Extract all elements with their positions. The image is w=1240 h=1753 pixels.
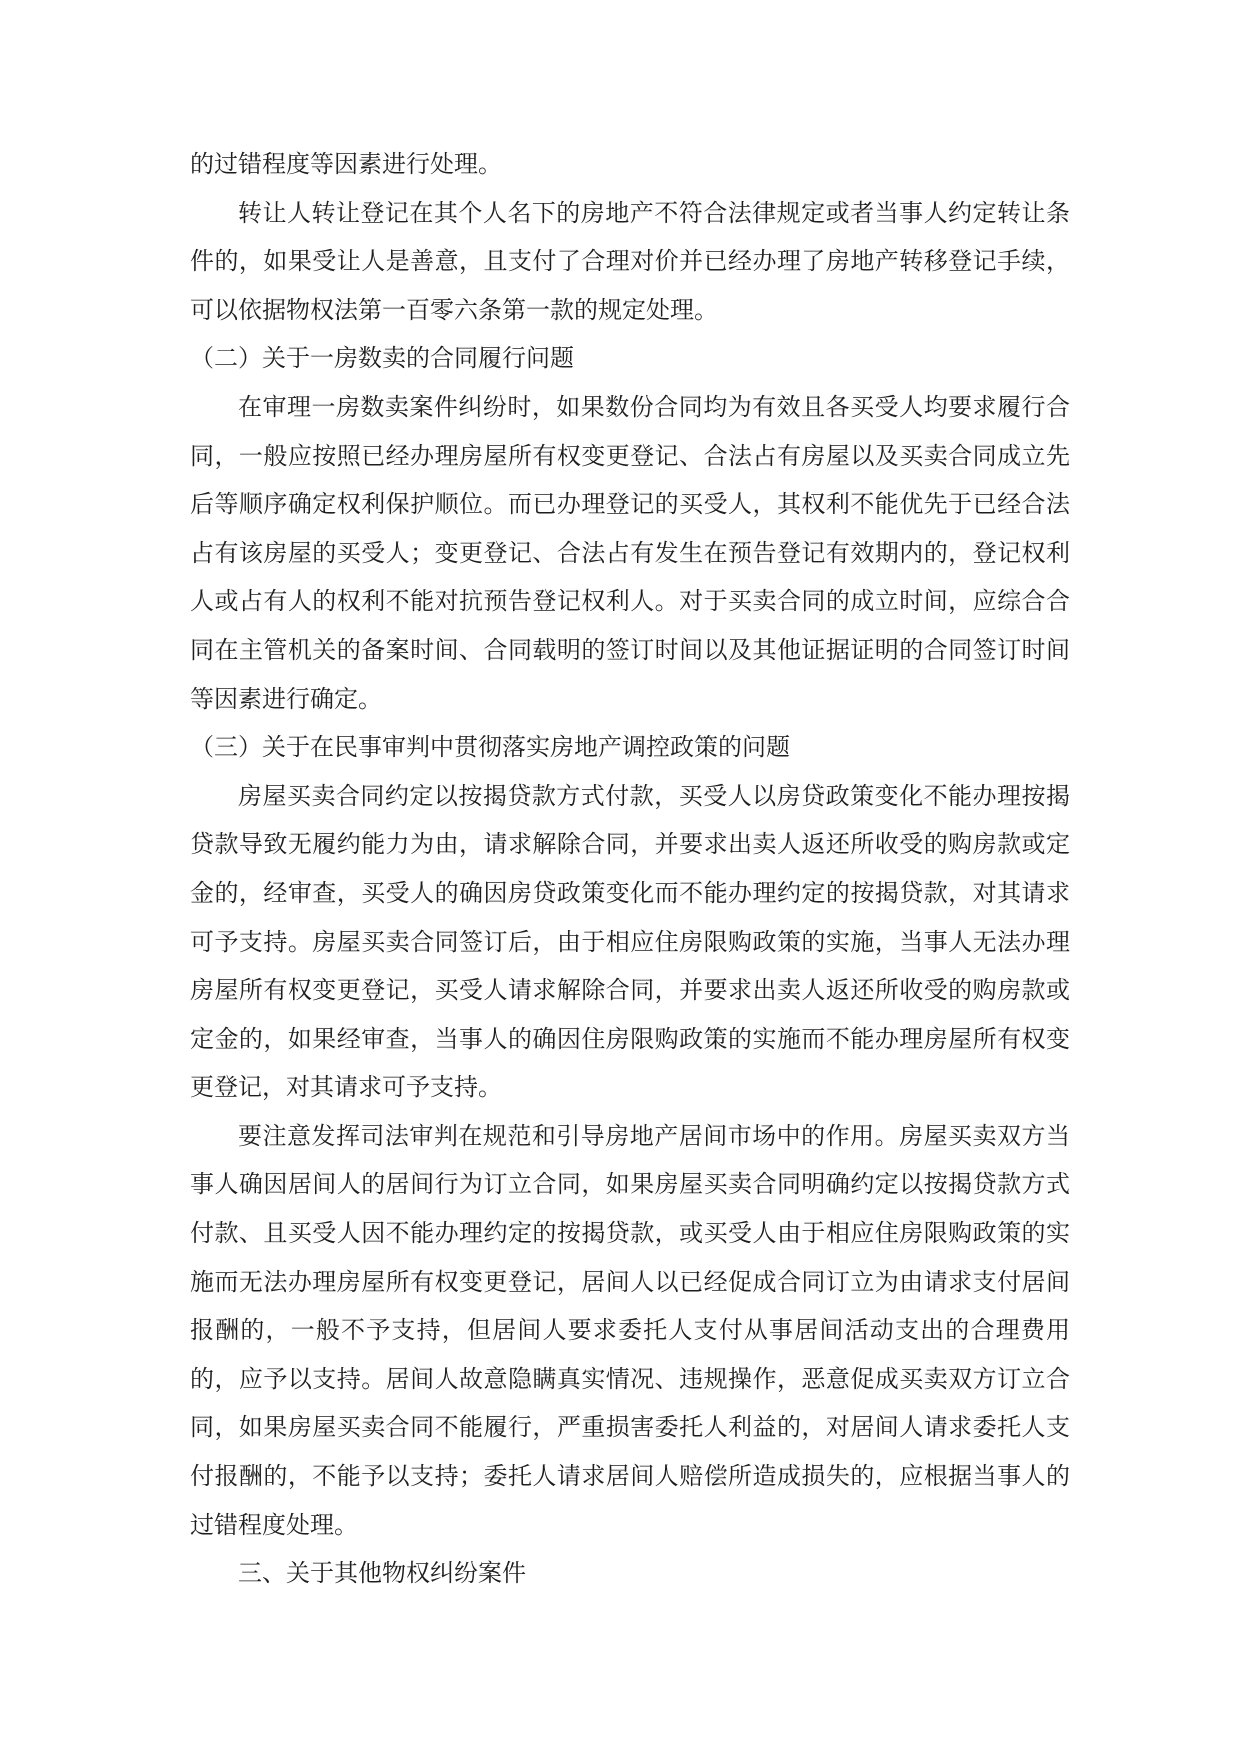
paragraph-continuation: 的过错程度等因素进行处理。 <box>190 150 502 178</box>
paragraph-multiple-sales: 在审理一房数卖案件纠纷时，如果数份合同均为有效且各买受人均要求履行合同，一般应按照已经办理房屋所有权变更登记、合法占有房屋以及买卖合同成立先后等顺序确定权利保护顺位。而已办理登记的买受人，其权利不能优先于已经合法占有该房屋的买受人；变更登记、合法占有发生在预告登记有效期内的，登记权利人或占有人的权利不能对抗预告登记权利人。对于买卖合同的成立时间，应综合合同在主管机关的备案时间、合同载明的签订时间以及其他证据证明的合同签订时间等因素进行确定。 <box>190 392 1070 713</box>
paragraph-transfer-registration: 转让人转让登记在其个人名下的房地产不符合法律规定或者当事人约定转让条件的，如果受让人是善意，且支付了合理对价并已经办理了房地产转移登记手续，可以依据物权法第一百零六条第一款的规定处理。 <box>190 198 1070 324</box>
subheading-regulation-policy: （三）关于在民事审判中贯彻落实房地产调控政策的问题 <box>190 733 790 762</box>
paragraph-brokerage: 要注意发挥司法审判在规范和引导房地产居间市场中的作用。房屋买卖双方当事人确因居间人的居间行为订立合同，如果房屋买卖合同明确约定以按揭贷款方式付款、且买受人因不能办理约定的按揭贷款，或买受人由于相应住房限购政策的实施而无法办理房屋所有权变更登记，居间人以已经促成合同订立为由请求支付居间报酬的，一般不予支持，但居间人要求委托人支付从事居间活动支出的合理费用的，应予以支持。居间人故意隐瞒真实情况、违规操作，恶意促成买卖双方订立合同，如果房屋买卖合同不能履行，严重损害委托人利益的，对居间人请求委托人支付报酬的，不能予以支持；委托人请求居间人赔偿所造成损失的，应根据当事人的过错程度处理。 <box>190 1121 1070 1539</box>
document-body <box>190 140 1070 1598</box>
paragraph-mortgage-policy: 房屋买卖合同约定以按揭贷款方式付款，买受人以房贷政策变化不能办理按揭贷款导致无履约能力为由，请求解除合同，并要求出卖人返还所收受的购房款或定金的，经审查，买受人的确因房贷政策变化而不能办理约定的按揭贷款，对其请求可予支持。房屋买卖合同签订后，由于相应住房限购政策的实施，当事人无法办理房屋所有权变更登记，买受人请求解除合同，并要求出卖人返还所收受的购房款或定金的，如果经审查，当事人的确因住房限购政策的实施而不能办理房屋所有权变更登记，对其请求可予支持。 <box>190 781 1070 1102</box>
section-heading-other-property: 三、关于其他物权纠纷案件 <box>238 1559 526 1588</box>
subheading-multiple-sales: （二）关于一房数卖的合同履行问题 <box>190 344 574 373</box>
